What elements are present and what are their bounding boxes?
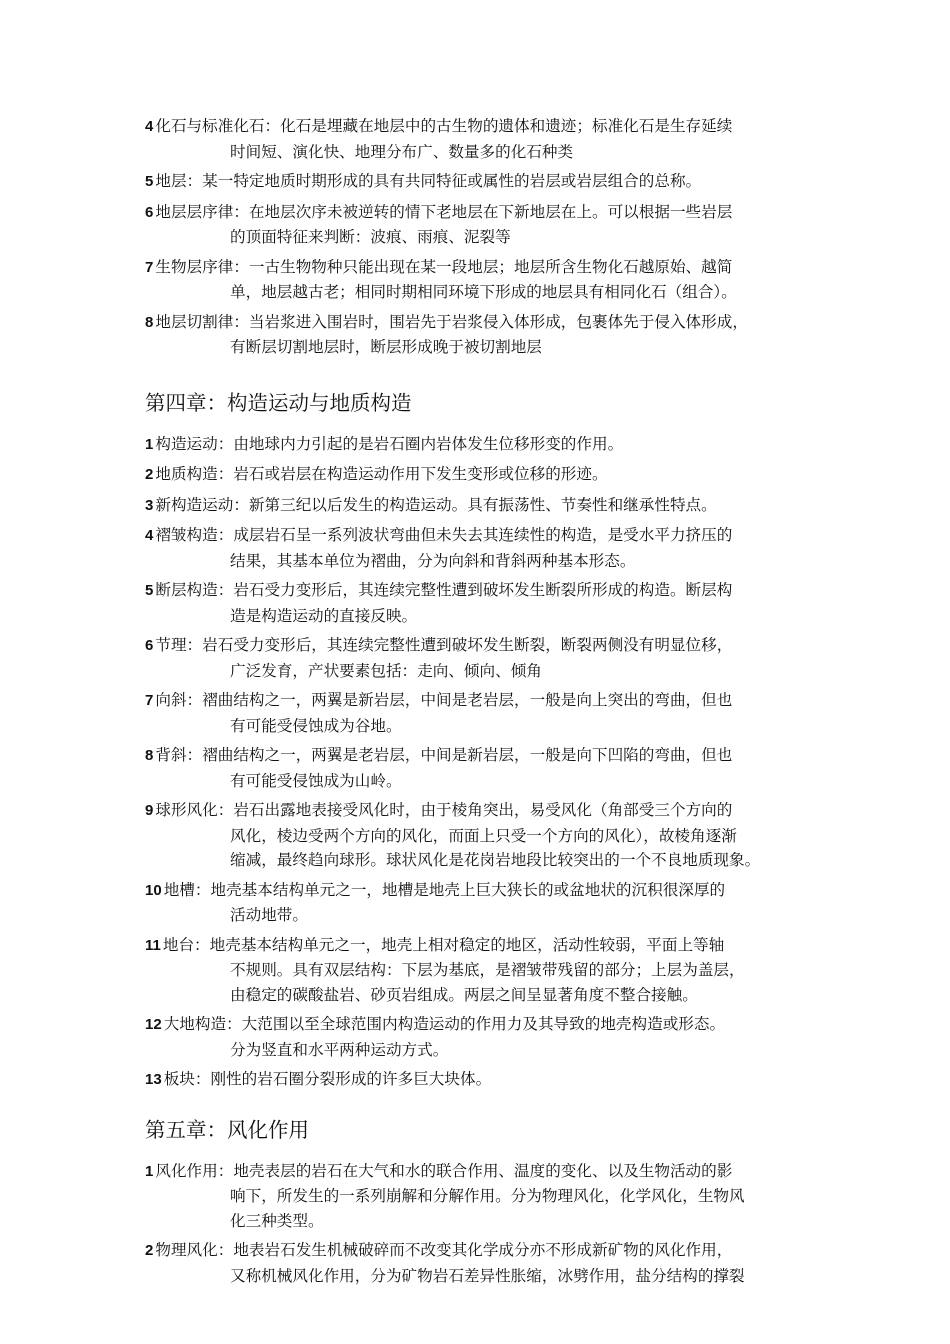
definition-item (145, 798, 810, 873)
definition-item (145, 114, 810, 164)
definition-continuation-line (145, 983, 810, 1008)
definitions-section-chapter4 (145, 432, 810, 1093)
item-number: 13 (145, 1071, 162, 1088)
item-number: 6 (145, 203, 154, 221)
definition-continuation-line (145, 604, 810, 629)
definition-continuation-line (145, 769, 810, 794)
definition-text: 大地构造：大范围以至全球范围内构造运动的作用力及其导致的地壳构造或形态。 (163, 1015, 726, 1033)
definition-text: 节理：岩石受力变形后，其连续完整性遭到破坏发生断裂，断裂两侧没有明显位移， (155, 636, 733, 654)
definition-item (145, 633, 810, 683)
definition-text: 活动地带。 (230, 906, 308, 924)
definition-continuation-line (145, 140, 810, 165)
definition-continuation-line (145, 280, 810, 305)
definition-continuation-line (145, 1184, 810, 1209)
definition-first-line (145, 169, 810, 195)
definition-first-line (145, 1159, 810, 1185)
definition-text: 地台：地壳基本结构单元之一，地壳上相对稳定的地区，活动性较弱，平面上等轴 (162, 935, 725, 954)
definition-first-line (145, 1238, 810, 1264)
item-number: 2 (145, 1242, 154, 1259)
definition-item (145, 578, 810, 628)
definition-text: 地层：某一特定地质时期形成的具有共同特征或属性的岩层或岩层组合的总称。 (155, 172, 702, 190)
chapter-title: 第五章：风化作用 (145, 1117, 309, 1142)
definition-text: 构造运动：由地球内力引起的是岩石圈内岩体发生位移形变的作用。 (155, 434, 624, 453)
definition-first-line (145, 114, 810, 140)
definition-first-line (145, 310, 810, 336)
definition-text: 背斜：褶曲结构之一，两翼是老岩层，中间是新岩层，一般是向下凹陷的弯曲，但也 (155, 746, 733, 764)
definition-item (145, 688, 810, 738)
definition-text: 单，地层越古老；相同时期相同环境下形成的地层具有相同化石（组合）。 (230, 283, 737, 301)
definition-first-line (145, 933, 810, 959)
item-number: 3 (145, 496, 154, 514)
definition-item (145, 878, 810, 928)
definition-item (145, 310, 810, 360)
definition-first-line (145, 578, 810, 604)
definition-continuation-line (145, 903, 810, 928)
definition-first-line (145, 255, 810, 281)
definition-text: 响下，所发生的一系列崩解和分解作用。分为物理风化，化学风化，生物风 (230, 1187, 745, 1205)
definition-text: 球形风化：岩石出露地表接受风化时，由于棱角突出，易受风化（角部受三个方向的 (155, 801, 733, 819)
definition-first-line (145, 798, 810, 824)
item-number: 12 (145, 1016, 162, 1033)
definition-text: 地质构造：岩石或岩层在构造运动作用下发生变形或位移的形迹。 (155, 465, 608, 483)
definition-first-line (145, 523, 810, 549)
definition-item (145, 933, 810, 1008)
definition-first-line (145, 878, 810, 904)
definition-text: 化三种类型。 (230, 1211, 324, 1230)
definition-text: 又称机械风化作用，分为矿物岩石差异性胀缩，冰劈作用，盐分结构的撑裂 (230, 1266, 745, 1285)
definition-text: 风化作用：地壳表层的岩石在大气和水的联合作用、温度的变化、以及生物活动的影 (155, 1161, 733, 1180)
definition-text: 结果，其基本单位为褶曲，分为向斜和背斜两种基本形态。 (230, 551, 636, 570)
definition-text: 地层层序律：在地层次序未被逆转的情下老地层在下新地层在上。可以根据一些岩层 (155, 202, 733, 221)
definition-first-line (145, 688, 810, 714)
item-number: 8 (145, 313, 154, 331)
definition-item (145, 1012, 810, 1062)
document-content (145, 114, 810, 1293)
definition-text: 分为竖直和水平两种运动方式。 (230, 1040, 449, 1059)
item-number: 6 (145, 637, 154, 654)
definition-item (145, 493, 810, 519)
definition-first-line (145, 200, 810, 226)
definition-item (145, 169, 810, 195)
item-number: 11 (145, 936, 161, 954)
definition-item (145, 1159, 810, 1234)
item-number: 4 (145, 118, 154, 135)
definition-first-line (145, 1067, 810, 1093)
item-number: 1 (145, 1162, 154, 1180)
item-number: 10 (145, 881, 162, 899)
definition-text: 有可能受侵蚀成为谷地。 (230, 716, 402, 735)
definition-text: 时间短、演化快、地理分布广、数量多的化石种类 (230, 142, 574, 161)
definition-text: 化石与标准化石：化石是埋藏在地层中的古生物的遗体和遗迹；标准化石是生存延续 (155, 117, 733, 135)
definition-text: 生物层序律：一古生物物种只能出现在某一段地层；地层所含生物化石越原始、越简 (155, 257, 733, 276)
definition-continuation-line (145, 848, 810, 873)
definition-continuation-line (145, 659, 810, 684)
definition-continuation-line (145, 958, 810, 983)
item-number: 4 (145, 527, 154, 544)
definition-first-line (145, 493, 810, 519)
definition-item (145, 1067, 810, 1093)
definition-text: 风化，棱边受两个方向的风化，而面上只受一个方向的风化），故棱角逐渐 (230, 826, 737, 845)
definition-text: 广泛发育，产状要素包括：走向、倾向、倾角 (230, 661, 542, 680)
definition-text: 物理风化：地表岩石发生机械破碎而不改变其化学成分亦不形成新矿物的风化作用， (155, 1241, 733, 1259)
definition-continuation-line (145, 1038, 810, 1063)
item-number: 7 (145, 258, 154, 276)
definition-continuation-line (145, 1209, 810, 1234)
definition-item (145, 743, 810, 793)
definitions-section-top (145, 114, 810, 360)
definition-first-line (145, 462, 810, 488)
definition-first-line (145, 633, 810, 659)
definition-continuation-line (145, 335, 810, 360)
definition-first-line (145, 1012, 810, 1038)
definition-continuation-line (145, 549, 810, 574)
item-number: 5 (145, 173, 154, 190)
definition-text: 造是构造运动的直接反映。 (230, 606, 418, 625)
definition-text: 地槽：地壳基本结构单元之一，地槽是地壳上巨大狭长的或盆地状的沉积很深厚的 (163, 880, 726, 899)
definition-text: 褶皱构造：成层岩石呈一系列波状弯曲但未失去其连续性的构造，是受水平力挤压的 (155, 526, 733, 544)
definition-continuation-line (145, 714, 810, 739)
definition-text: 缩减，最终趋向球形。球状风化是花岗岩地段比较突出的一个不良地质现象。 (230, 851, 761, 869)
item-number: 7 (145, 692, 154, 709)
definition-item (145, 200, 810, 250)
definition-item (145, 523, 810, 573)
chapter-title: 第四章：构造运动与地质构造 (145, 390, 412, 415)
definition-text: 有可能受侵蚀成为山岭。 (230, 771, 402, 790)
item-number: 1 (145, 435, 154, 453)
definition-text: 不规则。具有双层结构：下层为基底，是褶皱带残留的部分；上层为盖层， (230, 961, 745, 979)
definition-first-line (145, 743, 810, 769)
item-number: 8 (145, 747, 154, 764)
definition-continuation-line (145, 1264, 810, 1289)
definition-text: 断层构造：岩石受力变形后，其连续完整性遭到破坏发生断裂所形成的构造。断层构 (155, 581, 733, 599)
definition-first-line (145, 432, 810, 458)
definition-text: 向斜：褶曲结构之一，两翼是新岩层，中间是老岩层，一般是向上突出的弯曲，但也 (155, 691, 733, 709)
definition-continuation-line (145, 225, 810, 250)
definition-text: 有断层切割地层时，断层形成晚于被切割地层 (230, 338, 542, 356)
definition-text: 板块：刚性的岩石圈分裂形成的许多巨大块体。 (163, 1070, 492, 1088)
definition-text: 新构造运动：新第三纪以后发生的构造运动。具有振荡性、节奏性和继承性特点。 (155, 495, 717, 514)
definition-item (145, 462, 810, 488)
item-number: 2 (145, 466, 154, 483)
definition-item (145, 1238, 810, 1288)
definition-text: 的顶面特征来判断：波痕、雨痕、泥裂等 (230, 228, 511, 246)
definition-text: 地层切割律：当岩浆进入围岩时，围岩先于岩浆侵入体形成，包裹体先于侵入体形成， (155, 312, 748, 331)
item-number: 5 (145, 582, 154, 599)
definition-item (145, 432, 810, 458)
definitions-section-chapter5 (145, 1159, 810, 1289)
definition-text: 由稳定的碳酸盐岩、砂页岩组成。两层之间呈显著角度不整合接触。 (230, 985, 698, 1004)
definition-continuation-line (145, 824, 810, 849)
definition-item (145, 255, 810, 305)
item-number: 9 (145, 802, 154, 819)
